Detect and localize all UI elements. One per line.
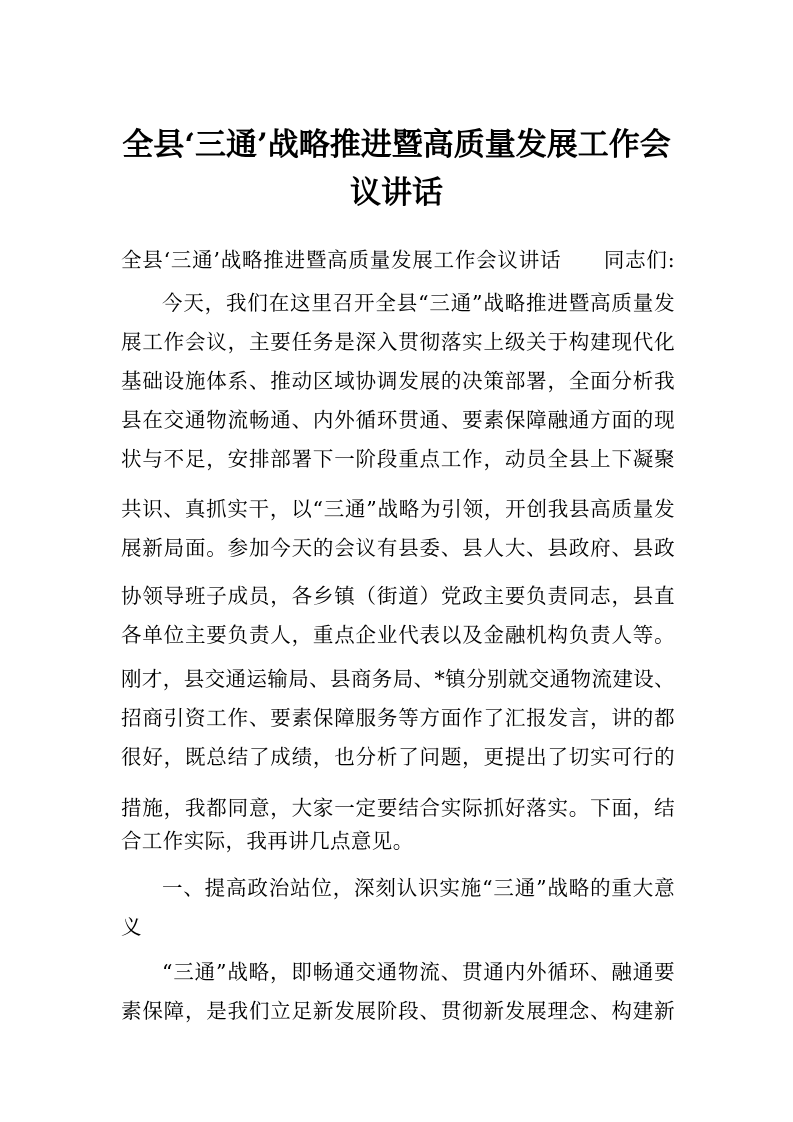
paragraph-line: “三通”战略，即畅通交通物流、贯通内外循环、融通要 xyxy=(162,960,675,984)
paragraph-line: 展新局面。参加今天的会议有县委、县人大、县政府、县政 xyxy=(121,536,675,560)
paragraph-line: 素保障，是我们立足新发展阶段、贯彻新发展理念、构建新 xyxy=(121,999,675,1023)
paragraph-line: 很好，既总结了成绩，也分析了问题，更提出了切实可行的 xyxy=(121,745,675,769)
paragraph-line: 展工作会议，主要任务是深入贯彻落实上级关于构建现代化 xyxy=(121,330,675,354)
paragraph-line: 县在交通物流畅通、内外循环贯通、要素保障融通方面的现 xyxy=(121,408,675,432)
paragraph-line: 协领导班子成员，各乡镇（街道）党政主要负责同志，县直 xyxy=(121,584,675,608)
document-title-line-1: 全县‘三通’战略推进暨高质量发展工作会 xyxy=(122,127,671,163)
paragraph-line: 共识、真抓实干，以“三通”战略为引领，开创我县高质量发 xyxy=(121,497,675,521)
paragraph-line: 合工作实际，我再讲几点意见。 xyxy=(121,829,414,853)
section-heading-line: 义 xyxy=(121,915,142,939)
paragraph-line: 招商引资工作、要素保障服务等方面作了汇报发言，讲的都 xyxy=(121,706,675,730)
paragraph-line: 今天，我们在这里召开全县“三通”战略推进暨高质量发 xyxy=(162,291,675,315)
paragraph-line: 基础设施体系、推动区域协调发展的决策部署，全面分析我 xyxy=(121,369,675,393)
document-title-line-2: 议讲话 xyxy=(350,175,443,211)
paragraph-line: 措施，我都同意，大家一定要结合实际抓好落实。下面，结 xyxy=(121,796,675,820)
paragraph-line: 状与不足，安排部署下一阶段重点工作，动员全县上下凝聚 xyxy=(121,447,675,471)
paragraph-line: 各单位主要负责人，重点企业代表以及金融机构负责人等。 xyxy=(121,623,675,647)
section-heading-line: 一、提高政治站位，深刻认识实施“三通”战略的重大意 xyxy=(162,876,675,900)
paragraph-line: 全县‘三通’战略推进暨高质量发展工作会议讲话 同志们: xyxy=(121,248,675,272)
paragraph-line: 刚才，县交通运输局、县商务局、*镇分别就交通物流建设、 xyxy=(121,667,676,691)
